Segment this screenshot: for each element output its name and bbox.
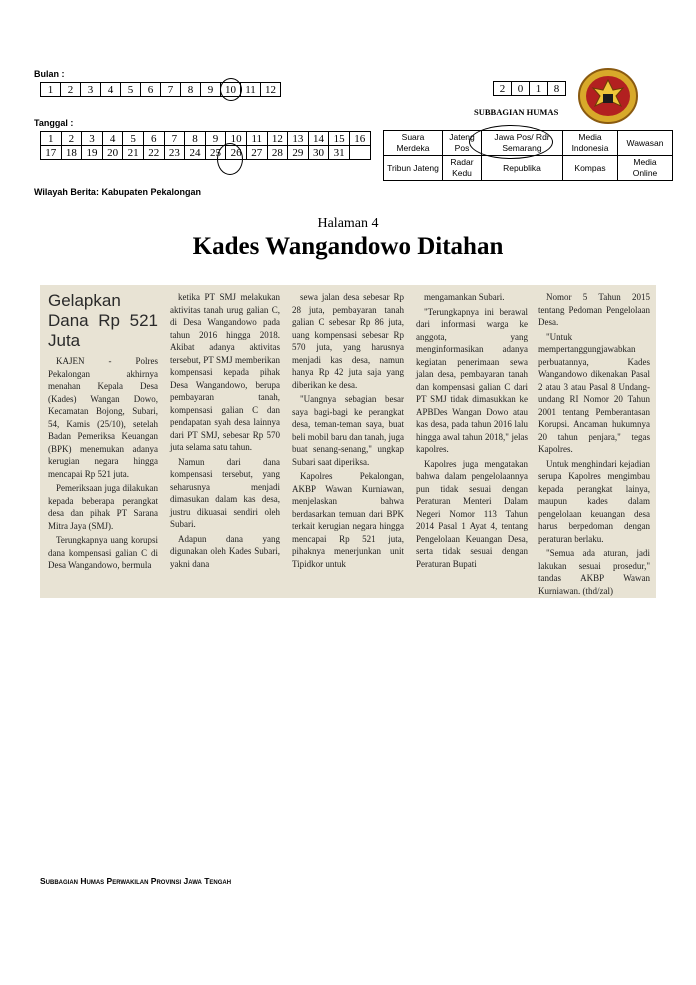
tanggal-cell: 26 [226,146,247,160]
media-wawasan: Wawasan [618,131,673,156]
garuda-emblem-icon [577,66,639,126]
tanggal-cell: 6 [143,132,164,146]
article-paragraph: mengamankan Subari. [424,292,505,302]
tanggal-cell: 30 [308,146,329,160]
article-paragraph: sewa jalan desa sebesar Rp 28 juta, pembayaran tanah galian C sebesar Rp 86 juta, uang kompensasi sebesar Rp 570 juta, yang harusnya menjadi kas desa, namun hanya Rp 42 juta saja yang diberikan ke desa. [292,292,404,390]
tanggal-cell: 20 [102,146,123,160]
media-suara-merdeka: Suara Merdeka [384,131,443,156]
tanggal-cell: 9 [205,132,226,146]
tanggal-cell: 31 [329,146,350,160]
bulan-cell: 5 [121,83,141,97]
article-paragraph: Namun dari dana kompensasi tersebut, yang seharusnya menjadi dimasukan dalam kas desa, justru dikuasai sendiri oleh Subari. [170,456,280,529]
tanggal-cell: 29 [288,146,309,160]
bulan-cell: 9 [201,83,221,97]
tanggal-cell: 21 [123,146,144,160]
bulan-selected-circle [220,78,242,101]
bulan-cell: 11 [241,83,261,97]
year-digit-cell: 8 [548,82,566,96]
footer-text: Subbagian Humas Perwakilan Provinsi Jawa Tengah [40,876,232,886]
media-indonesia: Media Indonesia [563,131,618,156]
tanggal-cell: 7 [164,132,185,146]
article-kicker: Gelapkan Dana Rp 521 Juta [48,291,158,350]
year-grid [493,81,566,96]
tanggal-cell [349,146,370,160]
bulan-cell: 1 [41,83,61,97]
bulan-cell: 4 [101,83,121,97]
article-paragraph: "Semua ada aturan, jadi lakukan sesuai prosedur," tandas AKBP Wawan Kurniawan. (thd/zal) [538,548,650,596]
tanggal-cell: 25 [205,146,226,160]
tanggal-cell: 14 [308,132,329,146]
media-radar-kedu: Radar Kedu [443,156,482,181]
article-column-2 [170,291,280,572]
tanggal-cell: 18 [61,146,82,160]
article-column-4 [416,291,528,572]
tanggal-cell: 23 [164,146,185,160]
tanggal-cell: 22 [143,146,164,160]
bulan-cell: 7 [161,83,181,97]
bulan-grid [40,82,281,97]
halaman-label: Halaman 4 [317,216,379,231]
bulan-cell: 10 [221,83,241,97]
tanggal-selected-circle [217,143,243,175]
tanggal-cell: 16 [349,132,370,146]
year-digit-cell: 0 [512,82,530,96]
bulan-cell: 6 [141,83,161,97]
subbagian-humas: SUBBAGIAN HUMAS [474,107,559,117]
newspaper-clipping [40,285,656,598]
bulan-cell: 8 [181,83,201,97]
tanggal-cell: 8 [185,132,206,146]
tanggal-cell: 19 [82,146,103,160]
article-paragraph: Nomor 5 Tahun 2015 tentang Pedoman Pengelolaan Desa. [538,292,650,327]
tanggal-cell: 5 [123,132,144,146]
tanggal-cell: 24 [185,146,206,160]
year-digit-cell: 1 [530,82,548,96]
tanggal-cell: 4 [102,132,123,146]
tanggal-cell: 13 [288,132,309,146]
tanggal-cell: 3 [82,132,103,146]
tanggal-cell: 15 [329,132,350,146]
tanggal-cell: 17 [41,146,62,160]
tanggal-cell: 28 [267,146,288,160]
media-jawa-pos: Jawa Pos/ Rdr Semarang [482,131,563,156]
media-republika: Republika [482,156,563,181]
article-paragraph: Kapolres juga mengatakan bahwa dalam pengelolaannya pun tidak sesuai dengan Peraturan Menteri Dalam Negeri Nomor 113 Tahun 2014 Pasal 1 Ayat 4, tentang Pengelolaan Keuangan Desa, serta tidak sesuai dengan Peraturan Bupati [416,458,528,569]
tanggal-cell: 1 [41,132,62,146]
bulan-cell: 3 [81,83,101,97]
article-paragraph: Untuk menghindari kejadian serupa Kapolres mengimbau kepada perangkat lainya, maupun kades dalam pengelolaan keuangan desa harus berpedoman dengan peraturan berlaku. [538,458,650,544]
article-paragraph: Kapolres Pekalongan, AKBP Wawan Kurniawan, menjelaskan bahwa berdasarkan temuan dari BPK terkait kerugian negara hingga mencapai Rp 521 juta, pihaknya menerjunkan unit Tipidkor untuk [292,471,404,569]
media-selected-circle [469,125,553,159]
bulan-label: Bulan : [34,69,65,79]
tanggal-cell: 27 [246,146,267,160]
article-paragraph: Terungkapnya uang korupsi dana kompensasi galian C di Desa Wangandowo, bermula [48,535,158,570]
tanggal-grid [40,131,371,160]
article-paragraph: Adapun dana yang digunakan oleh Kades Subari, yakni dana [170,533,280,569]
article-paragraph: ketika PT SMJ melakukan aktivitas tanah urug galian C, di Desa Wangandowo pada tahun 2016 hingga 2018. Akibat adanya aktivitas tersebut, PT SMJ memberikan kompensasi kepada pihak Desa Wangandowo, berupa pembayaran tanah, kompensasi galian C dan pendapatan syah desa lainnya dari PT SMJ, sebesar Rp 570 juta selama satu tahun. [170,292,280,452]
article-paragraph: "Uangnya sebagian besar saya bagi-bagi ke perangkat desa, teman-teman saya, buat beli mobil baru dan tanah, juga buat senang-senang," ungkap Subari saat diperiksa. [292,394,404,467]
tanggal-label: Tanggal : [34,118,74,128]
media-tribun-jateng: Tribun Jateng [384,156,443,181]
article-paragraph: "Untuk mempertanggungjawabkan perbuatannya, Kades Wangandowo dikenakan Pasal 2 atau 3 atau Pasal 8 Undang-undang RI Nomor 20 Tahun 2001 tentang Pemberantasan Korupsi. Ancaman hukumnya 20 tahun penjara," tegas Kapolres. [538,331,650,454]
tanggal-cell: 10 [226,132,247,146]
article-paragraph: KAJEN - Polres Pekalongan akhirnya menahan Kepala Desa (Kades) Wangan Dowo, Kecamatan Bojong, Subari, 54, Kamis (25/10), setelah Badan Pemeriksa Keuangan (BPK) menemukan adanya kerugian negara hingga mencapai Rp 521 juta. [48,356,158,479]
media-jateng-pos: Jateng Pos [443,131,482,156]
tanggal-cell: 2 [61,132,82,146]
wilayah-berita: Wilayah Berita: Kabupaten Pekalongan [34,187,201,197]
media-online: Media Online [618,156,673,181]
year-digit-cell: 2 [494,82,512,96]
tanggal-cell: 12 [267,132,288,146]
tanggal-cell: 11 [246,132,267,146]
article-column-3 [292,291,404,572]
article-column-1 [48,285,158,574]
article-title: Kades Wangandowo Ditahan [192,233,504,260]
bulan-cell: 12 [261,83,281,97]
media-kompas: Kompas [563,156,618,181]
article-paragraph: Pemeriksaan juga dilakukan kepada beberapa perangkat desa dan pihak PT Sarana Mitra Jaya (SMJ). [48,483,158,531]
article-paragraph: "Terungkapnya ini berawal dari informasi warga ke anggota, yang menginformasikan adanya kegiatan penerimaan sewa jalan desa, pembayaran tanah dan kompensasi galian C dari PT SMJ tidak dimasukkan ke APBDes Wangan Dowo atau kas desa, pada tahun 2016 lalu hingga awal tahun 2018," jelas kapolres. [416,306,528,454]
bulan-cell: 2 [61,83,81,97]
article-column-5 [538,291,650,598]
